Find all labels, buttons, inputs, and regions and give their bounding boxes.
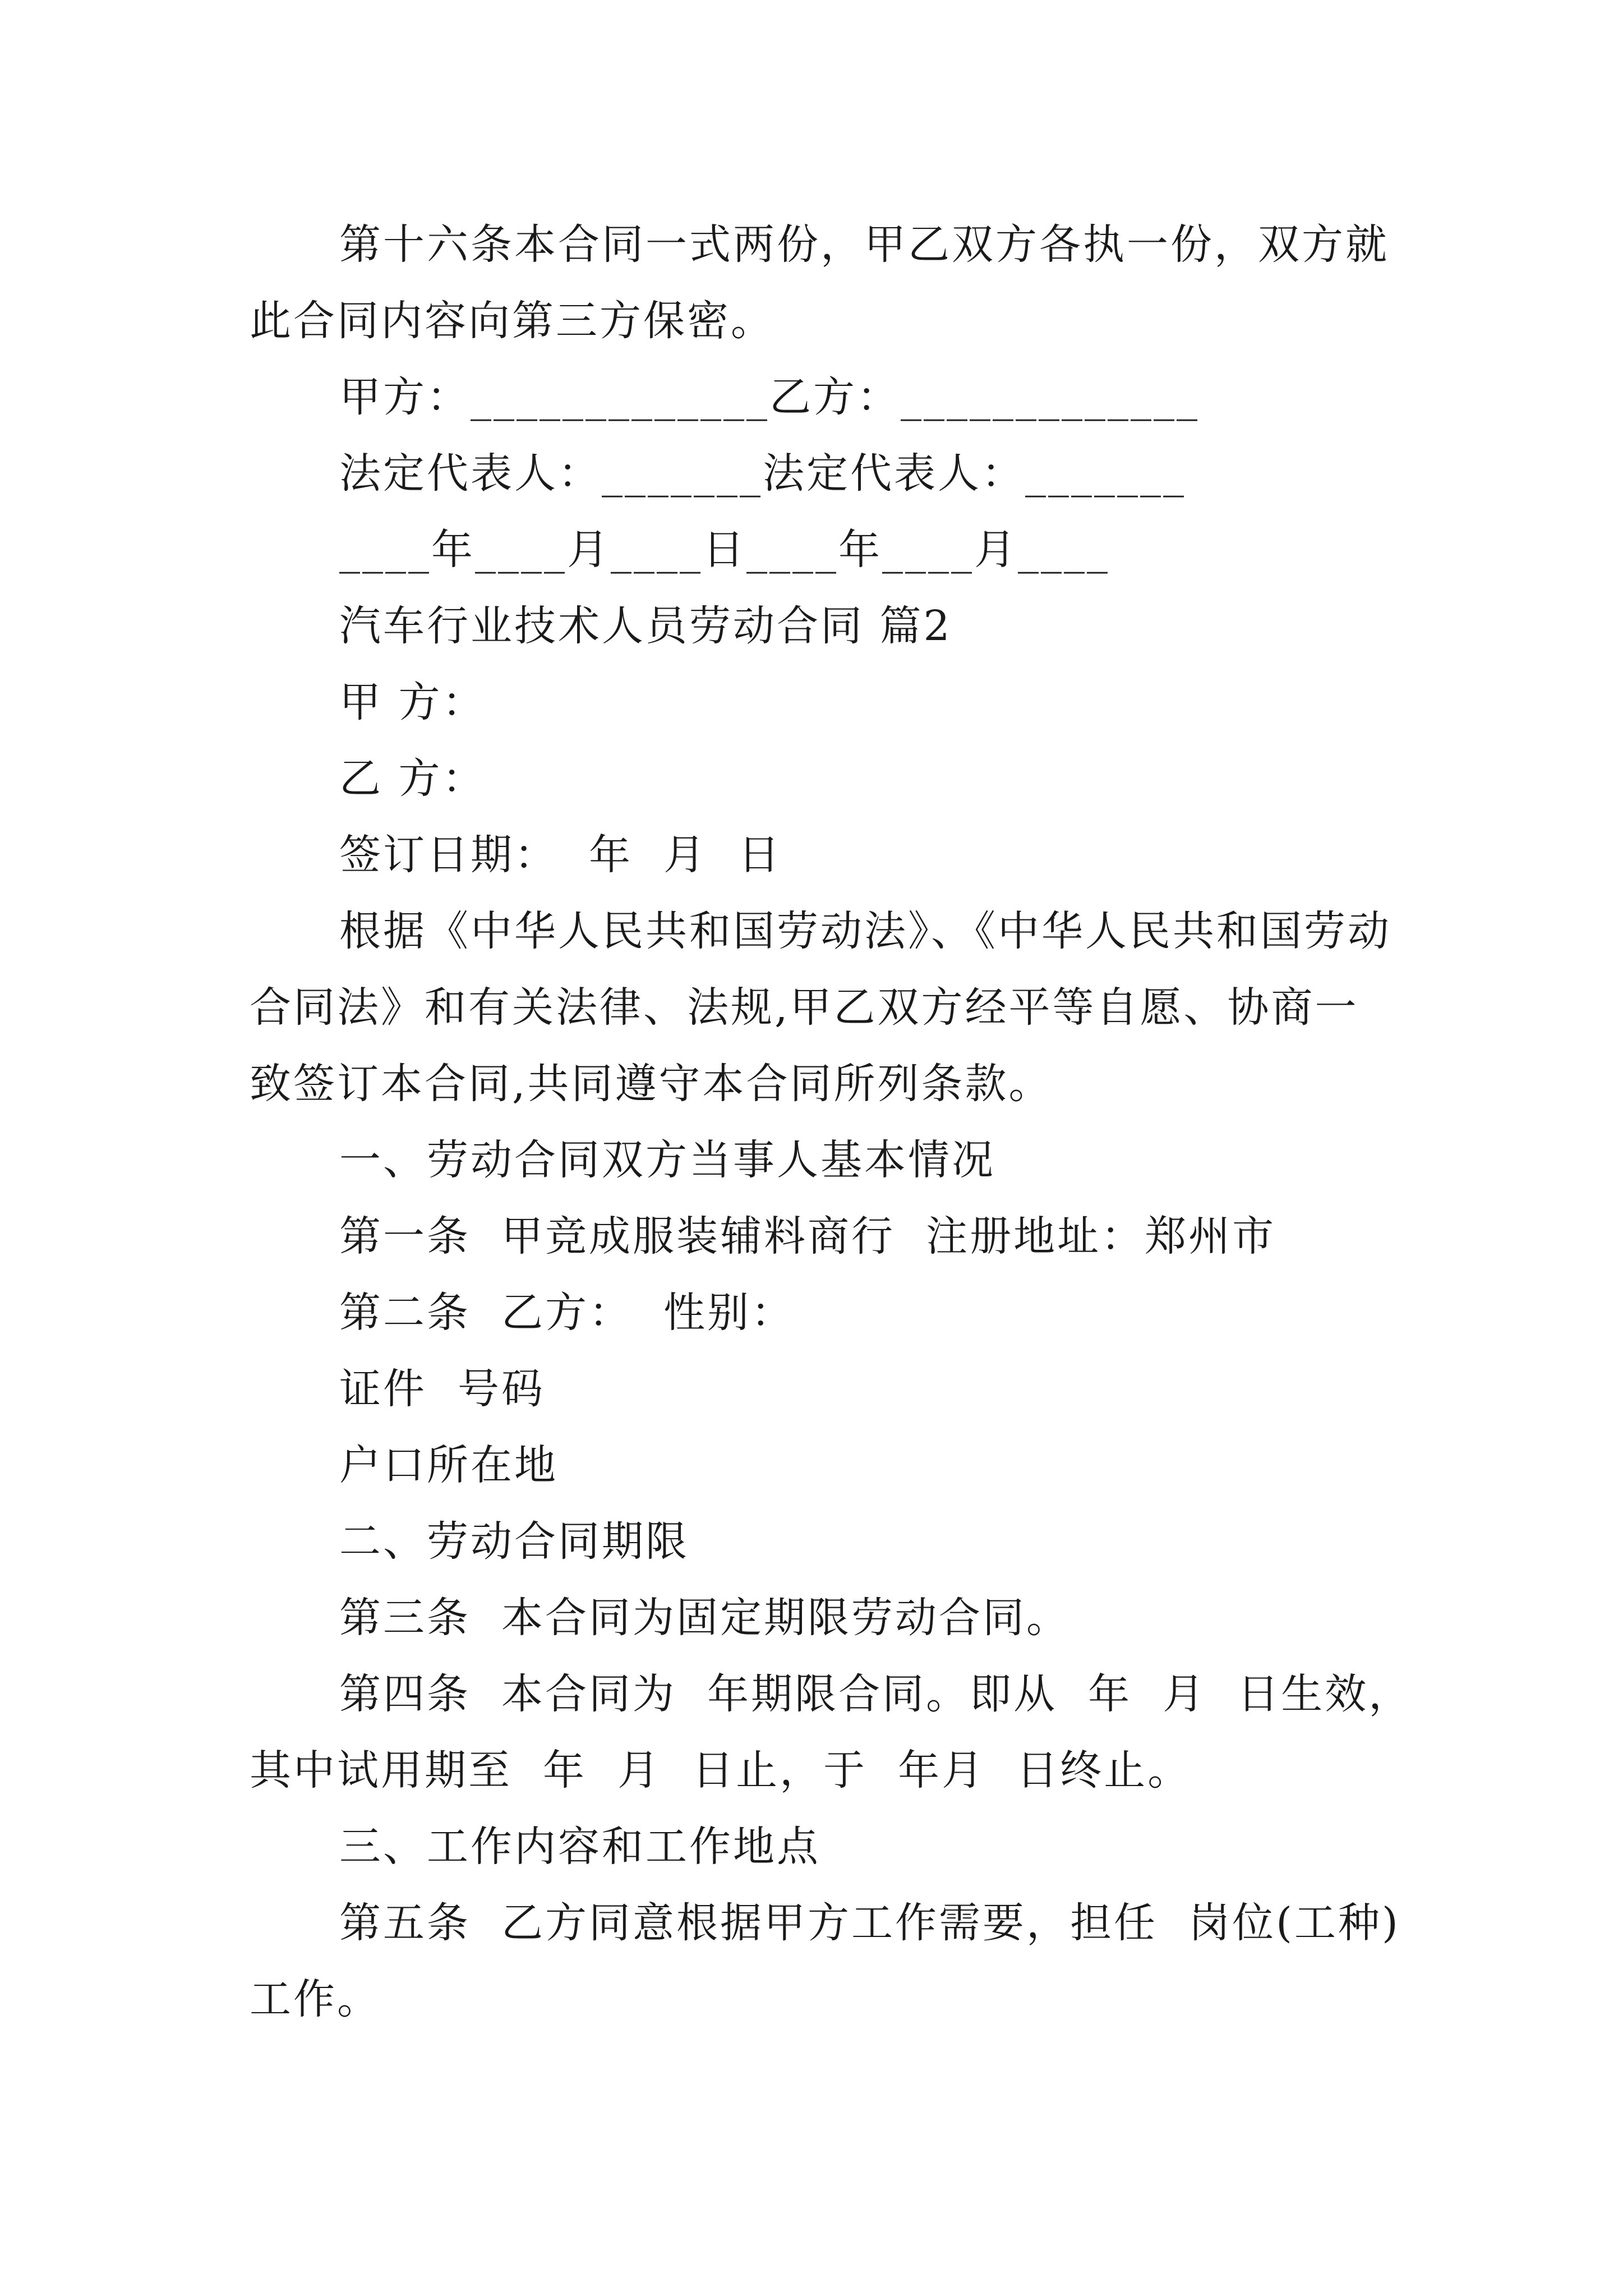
party-a-label: [250, 664, 1382, 740]
text-line: 根据《中华人民共和国劳动法》、《中华人民共和国劳动: [339, 907, 1391, 955]
text-line: 第五条 乙方同意根据甲方工作需要，担任 岗位(工种): [339, 1899, 1400, 1947]
text-line: 第一条 甲竞成服装辅料商行 注册地址：郑州市: [339, 1212, 1276, 1260]
text-line: 工作。: [250, 1975, 381, 2023]
text-line: 合同法》和有关法律、法规,甲乙双方经平等自愿、协商一: [250, 983, 1359, 1032]
paragraph-article-3: [250, 1580, 1382, 1656]
section-heading-term: [250, 1503, 1382, 1580]
text-line: 汽车行业技术人员劳动合同 篇2: [339, 602, 952, 650]
signing-date: [250, 817, 1382, 893]
text-line: 证件 号码: [339, 1365, 546, 1413]
id-number-line: [250, 1351, 1382, 1427]
text-line: 第十六条本合同一式两份，甲乙双方各执一份，双方就: [339, 220, 1389, 269]
text-line: 二、劳动合同期限: [339, 1517, 689, 1566]
signature-party-line: [250, 359, 1382, 435]
paragraph-article-16: [250, 206, 1389, 359]
section-heading-parties: [250, 1122, 1382, 1198]
text-line: 一、劳动合同双方当事人基本情况: [339, 1136, 995, 1184]
section-heading-work: [250, 1809, 1382, 1885]
text-line: 签订日期： 年 月 日: [339, 831, 782, 879]
paragraph-article-2: [250, 1274, 1382, 1351]
text-line: 户口所在地: [339, 1441, 558, 1489]
text-line: 第三条 本合同为固定期限劳动合同。: [339, 1594, 1071, 1642]
paragraph-article-5: [250, 1885, 1400, 2037]
section-heading: [250, 588, 1382, 664]
paragraph-article-1: [250, 1198, 1382, 1274]
text-line: 此合同内容向第三方保密。: [250, 297, 774, 345]
text-line: 法定代表人：_______法定代表人：_______: [339, 449, 1186, 498]
text-line: 乙 方：: [339, 754, 486, 803]
document-body: [250, 206, 1413, 2037]
text-line: 其中试用期至 年 月 日止，于 年月 日终止。: [250, 1746, 1192, 1795]
residence-line: [250, 1427, 1382, 1503]
text-line: 甲方：_____________乙方：_____________: [339, 373, 1200, 421]
text-line: 致签订本合同,共同遵守本合同所列条款。: [250, 1060, 1053, 1108]
paragraph-article-4: [250, 1656, 1413, 1809]
text-line: 甲 方：: [339, 678, 486, 726]
paragraph-preamble: [250, 893, 1391, 1122]
signature-representative-line: [250, 435, 1382, 512]
party-b-label: [250, 740, 1382, 817]
text-line: 第四条 本合同为 年期限合同。即从 年 月 日生效，: [339, 1670, 1413, 1718]
text-line: 第二条 乙方： 性别：: [339, 1289, 795, 1337]
signature-date-line: [250, 512, 1382, 588]
text-line: 三、工作内容和工作地点: [339, 1823, 820, 1871]
text-line: ____年____月____日____年____月____: [339, 526, 1110, 574]
